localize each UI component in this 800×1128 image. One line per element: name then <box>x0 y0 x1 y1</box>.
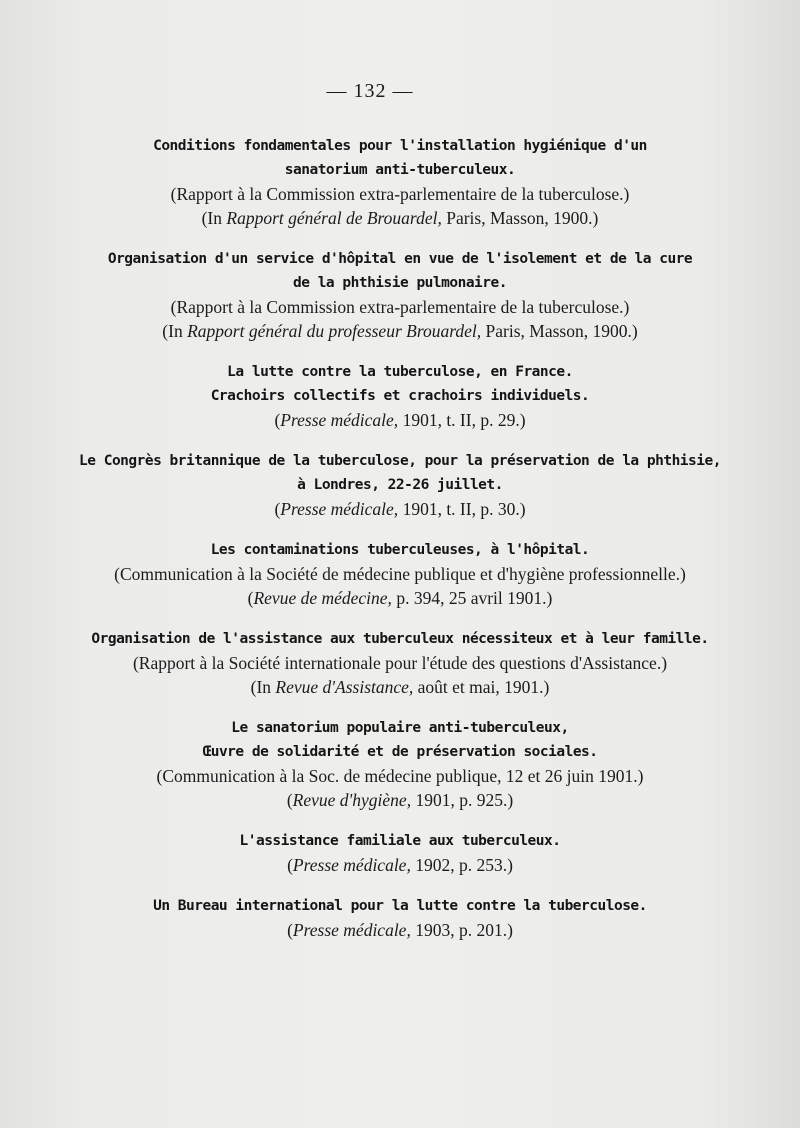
entry-reference-line <box>60 295 740 319</box>
bibliography-entry <box>60 627 740 699</box>
reference-text: ( <box>287 920 293 940</box>
reference-text: (Rapport à la Société internationale pour l'étude des questions d'Assistance.) <box>132 653 668 673</box>
entry-title-line: Un Bureau international pour la lutte contre la tuberculose. <box>153 898 647 914</box>
reference-journal: Presse médicale, <box>292 920 411 940</box>
reference-text: (In <box>162 321 188 341</box>
reference-text: (Communication à la Soc. de médecine publique, 12 et 26 juin 1901.) <box>156 766 644 786</box>
bibliography-entry <box>60 829 740 877</box>
entry-reference-line <box>60 182 740 206</box>
reference-journal: Presse médicale, <box>292 855 411 875</box>
reference-journal: Revue d'hygiène, <box>292 790 412 810</box>
entry-reference-line <box>60 497 740 521</box>
page-number: — 132 — <box>326 80 414 102</box>
reference-journal: Presse médicale, <box>280 410 399 430</box>
reference-details: 1902, p. 253.) <box>410 855 513 875</box>
entry-title-line: Organisation d'un service d'hôpital en vue de l'isolement et de la cure <box>107 251 693 267</box>
entry-title-line: La lutte contre la tuberculose, en France. <box>227 364 573 380</box>
reference-journal: Rapport général de Brouardel, <box>226 208 442 228</box>
bibliography-entry <box>60 360 740 432</box>
entry-title-line: Les contaminations tuberculeuses, à l'hôpital. <box>210 542 590 558</box>
entry-title-line: Organisation de l'assistance aux tuberculeux nécessiteux et à leur famille. <box>91 631 709 647</box>
entry-reference-line <box>60 651 740 675</box>
reference-text: (In <box>250 677 276 697</box>
entry-title-line: L'assistance familiale aux tuberculeux. <box>239 833 561 849</box>
bibliography-entry <box>60 716 740 812</box>
entry-reference-line <box>60 918 740 942</box>
reference-text: ( <box>247 588 254 608</box>
bibliography-entry <box>60 894 740 942</box>
entry-title-line: Crachoirs collectifs et crachoirs individuels. <box>210 388 590 404</box>
reference-details: 1901, t. II, p. 30.) <box>398 499 526 519</box>
reference-details: Paris, Masson, 1900.) <box>441 208 599 228</box>
reference-journal: Revue de médecine, <box>253 588 392 608</box>
entry-title-line: à Londres, 22-26 juillet. <box>297 477 503 493</box>
reference-text: (Rapport à la Commission extra-parlementaire de la tuberculose.) <box>170 297 630 317</box>
entry-title-line: de la phthisie pulmonaire. <box>293 275 507 291</box>
entry-reference-line <box>60 675 740 699</box>
entry-reference-line <box>60 764 740 788</box>
reference-details: 1901, p. 925.) <box>411 790 514 810</box>
entry-reference-line <box>60 562 740 586</box>
reference-text: (Communication à la Société de médecine publique et d'hygiène professionnelle.) <box>114 564 686 584</box>
entry-title-line: Le Congrès britannique de la tuberculose, pour la préservation de la phthisie, <box>79 453 721 469</box>
reference-text: ( <box>287 855 293 875</box>
reference-details: 1901, t. II, p. 29.) <box>398 410 526 430</box>
reference-details: p. 394, 25 avril 1901.) <box>391 588 553 608</box>
entry-reference-line <box>60 853 740 877</box>
entry-reference-line <box>60 788 740 812</box>
entry-title-line: sanatorium anti-tuberculeux. <box>284 162 516 178</box>
entry-title-line: Conditions fondamentales pour l'installation hygiénique d'un <box>153 138 647 154</box>
reference-journal: Revue d'Assistance, <box>275 677 414 697</box>
entry-reference-line <box>60 319 740 343</box>
bibliography-entry <box>60 134 740 230</box>
entry-reference-line <box>60 408 740 432</box>
bibliography-list <box>60 134 740 942</box>
reference-journal: Presse médicale, <box>280 499 399 519</box>
reference-text: ( <box>274 499 281 519</box>
entry-title-line: Le sanatorium populaire anti-tuberculeux, <box>231 720 569 736</box>
reference-text: (Rapport à la Commission extra-parlementaire de la tuberculose.) <box>170 184 630 204</box>
reference-details: août et mai, 1901.) <box>413 677 550 697</box>
entry-reference-line <box>60 586 740 610</box>
reference-text: (In <box>201 208 227 228</box>
bibliography-entry <box>60 449 740 521</box>
entry-title-line: Œuvre de solidarité et de préservation sociales. <box>202 744 598 760</box>
bibliography-entry <box>60 247 740 343</box>
reference-text: ( <box>274 410 281 430</box>
reference-details: 1903, p. 201.) <box>410 920 513 940</box>
bibliography-entry <box>60 538 740 610</box>
reference-text: ( <box>286 790 293 810</box>
reference-journal: Rapport général du professeur Brouardel, <box>187 321 482 341</box>
reference-details: Paris, Masson, 1900.) <box>481 321 638 341</box>
entry-reference-line <box>60 206 740 230</box>
